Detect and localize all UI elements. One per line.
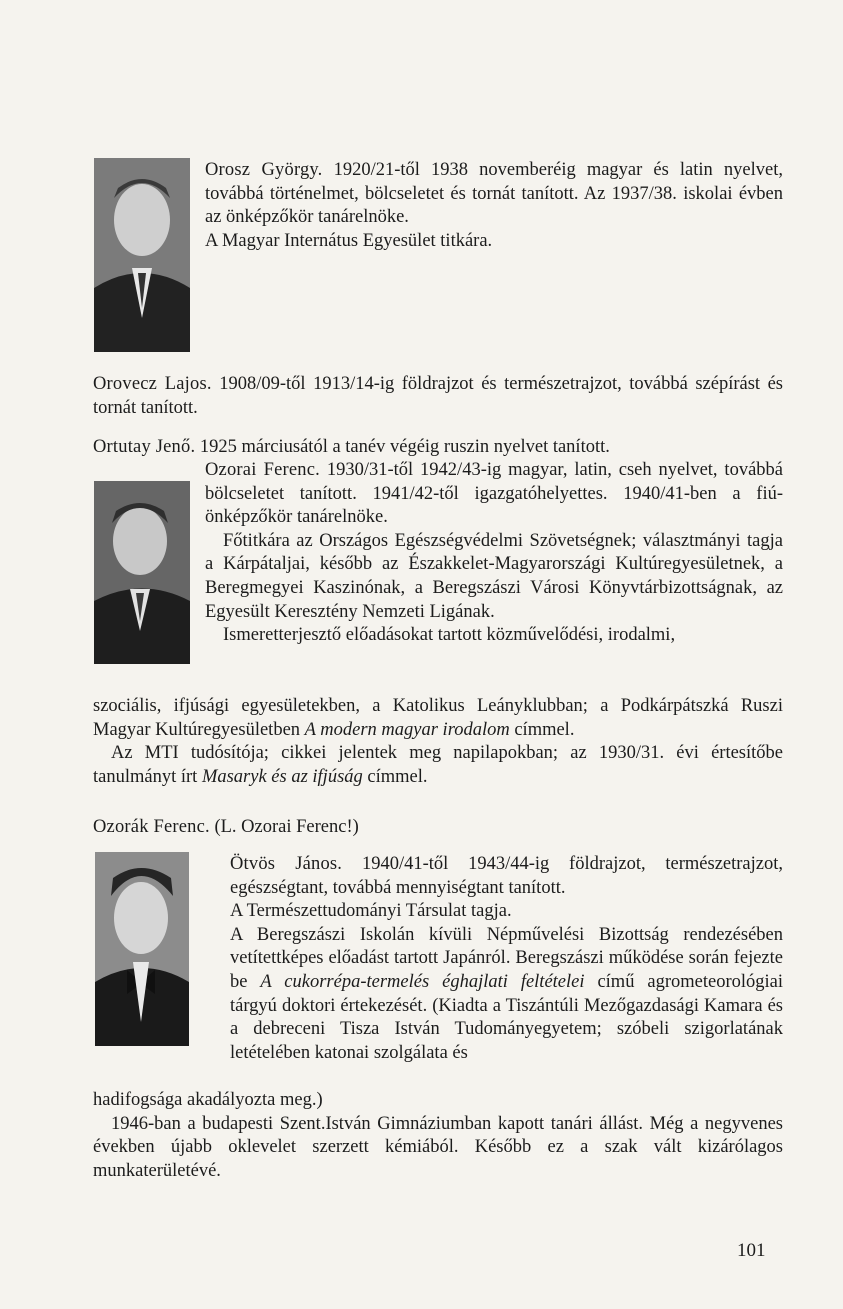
name-ozorai: Ozorai Ferenc. <box>205 460 320 480</box>
entry-ozorai-cont <box>93 695 783 789</box>
entry-orovecz <box>93 373 783 420</box>
name-ozorak: Ozorák Ferenc. <box>93 817 210 837</box>
text-orovecz-p1: 1908/09-től 1913/14-ig földrajzot és természetrajzot, továbbá szépírást és tornát tanított. <box>93 374 783 418</box>
name-orovecz: Orovecz Lajos. <box>93 374 212 394</box>
text-ozorai-p3b: szociális, ifjúsági egyesületekben, a Katolikus Leányklubban; a Podkárpátszká Ruszi Magyar Kultúregyesületben <box>93 696 783 740</box>
text-ozorak-p1: (L. Ozorai Ferenc!) <box>209 817 359 837</box>
text-ozorai-p1: 1930/31-től 1942/43-ig magyar, latin, cseh nyelvet, továbbá bölcseletet tanított. 1941/42-től igazgatóhelyettes. 1940/41-ben a fiú-önképzőkör tanárelnöke. <box>205 460 783 528</box>
text-orosz-p1: 1920/21-től 1938 novemberéig magyar és latin nyelvet, továbbá történelmet, bölcseletet és tornát tanított. Az 1937/38. iskolai évben az önképzőkör tanárelnöke. <box>205 160 783 228</box>
portrait-photo-otvos <box>95 852 189 1046</box>
entry-otvos-cont <box>93 1089 783 1183</box>
portrait-photo-ozorai <box>94 481 190 664</box>
text-ozorai-p4a: Az MTI tudósítója; cikkei jelentek meg napilapokban; az 1930/31. évi értesítőbe tanulmányt írt <box>93 743 783 787</box>
text-ortutay-p1: 1925 márciusától a tanév végéig ruszin nyelvet tanított. <box>195 437 610 457</box>
text-ozorai-p3a: Ismeretterjesztő előadásokat tartott közművelődési, irodalmi, <box>223 625 676 646</box>
entry-otvos <box>230 853 783 1065</box>
text-otvos-p1: 1940/41-től 1943/44-ig földrajzot, természetrajzot, egészségtant, továbbá mennyiségtant tanított. <box>230 854 783 898</box>
entry-ortutay <box>93 436 783 460</box>
text-ozorai-p3c: címmel. <box>509 719 575 740</box>
text-ozorai-p2: Főtitkára az Országos Egészségvédelmi Szövetségnek; választmányi tagja a Kárpátaljai, később az Északkelet-Magyarországi Kultúregyesületnek, a Beregmegyei Kaszinónak, a Beregszászi Városi Könyvtárbizottságnak, az Egyesült Keresztény Nemzeti Ligának. <box>205 530 783 622</box>
text-orosz-p2: A Magyar Internátus Egyesület titkára. <box>205 230 493 251</box>
name-otvos: Ötvös János. <box>230 854 343 874</box>
text-ozorai-p4b: címmel. <box>362 766 428 787</box>
name-ortutay: Ortutay Jenő. <box>93 437 196 457</box>
portrait-photo-orosz <box>94 158 190 352</box>
text-otvos-p3c: hadifogsága akadályozta meg.) <box>93 1090 323 1110</box>
name-orosz: Orosz György. <box>205 160 323 180</box>
text-otvos-p3a: A Beregszászi Iskolán kívüli Népművelési Bizottság rendezésében vetítettképes előadást tartott Japánról. Beregszászi működése során fejezte be <box>230 924 783 992</box>
title-cukorrepa: A cukorrépa-termelés éghajlati feltételei <box>260 971 585 992</box>
entry-orosz <box>205 159 783 253</box>
title-modern-magyar-irodalom: A modern magyar irodalom <box>304 719 510 740</box>
entry-ozorak <box>93 816 783 840</box>
title-masaryk: Masaryk és az ifjúság <box>201 766 363 787</box>
text-otvos-p2: A Természettudományi Társulat tagja. <box>230 901 512 922</box>
text-otvos-p3b: című agrometeorológiai tárgyú doktori értekezését. (Kiadta a Tiszántúli Mezőgazdasági Kamara és a debreceni Tisza István Tudományegyetem; szóbeli szigorlatának letételében katonai szolgálata és <box>230 971 783 1063</box>
page-number: 101 <box>737 1240 766 1261</box>
text-otvos-p4: 1946-ban a budapesti Szent.István Gimnáziumban kapott tanári állást. Még a negyvenes években újabb oklevelet szerzett kémiából. Később ez a szak vált kizárólagos munkaterületévé. <box>93 1113 783 1181</box>
entry-ozorai <box>205 459 783 648</box>
